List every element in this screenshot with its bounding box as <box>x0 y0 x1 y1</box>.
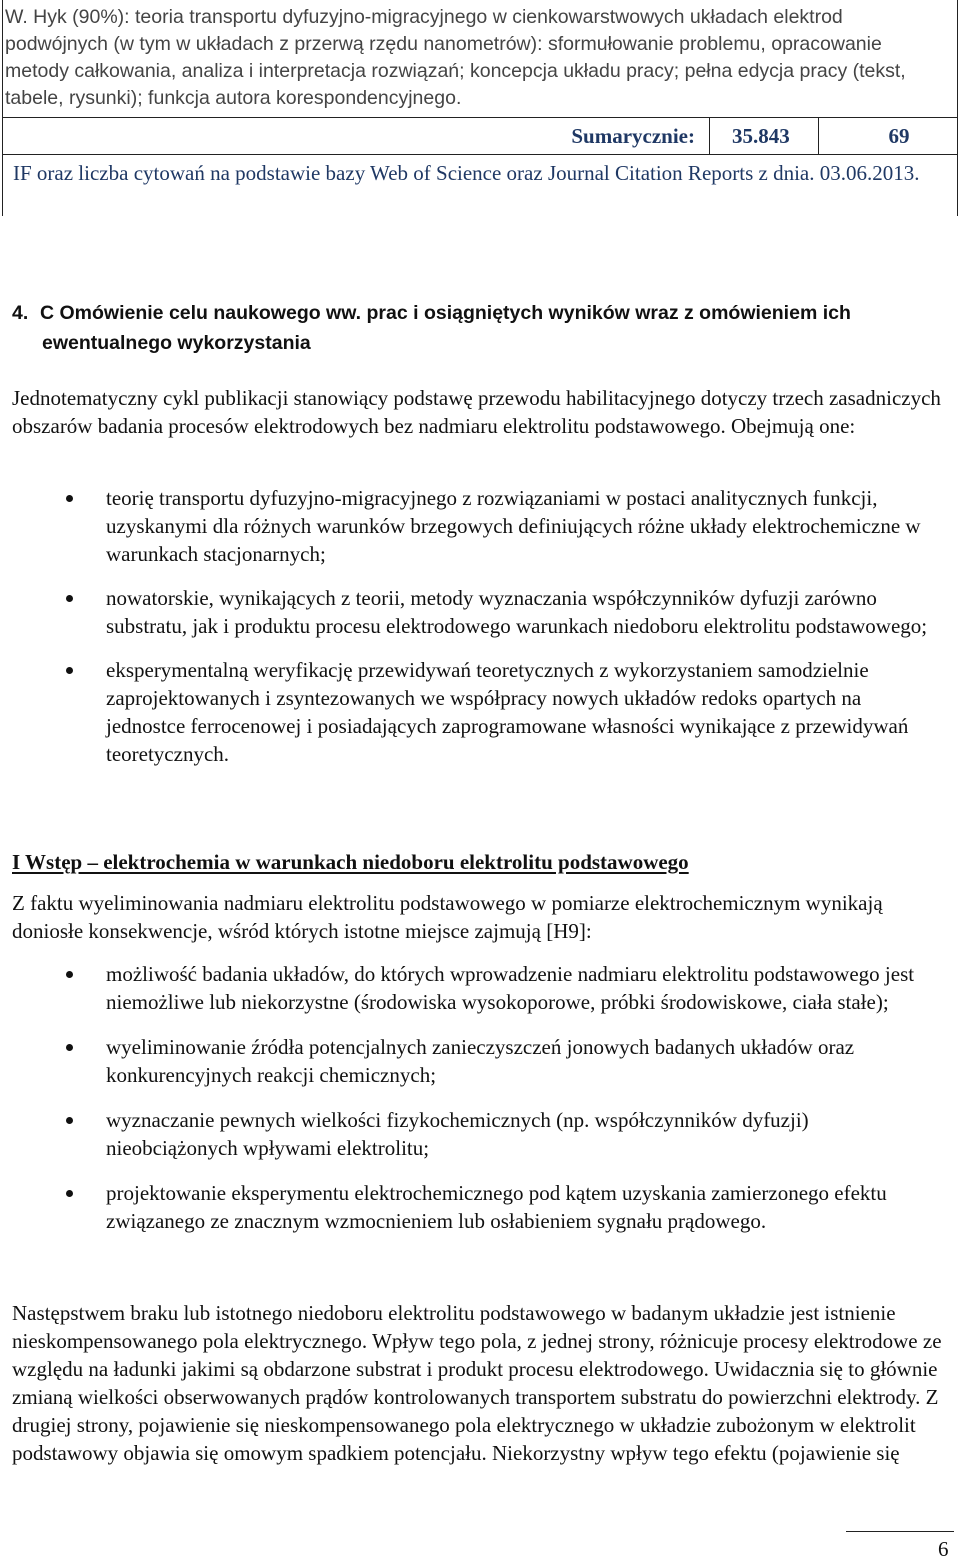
list-item-text: wyeliminowanie źródła potencjalnych zanieczyszczeń jonowych badanych układów oraz konkurencyjnych reakcji chemicznych; <box>106 1035 855 1087</box>
summary-row <box>3 118 957 155</box>
summary-citations: 69 <box>888 124 910 148</box>
section-4-intro: Jednotematyczny cykl publikacji stanowiący podstawę przewodu habilitacyjnego dotyczy trzech zasadniczych obszarów badania procesów elektrodowych bez nadmiaru elektrolitu podstawowego. Obejmują one: <box>12 386 941 438</box>
summary-label: Sumarycznie: <box>571 124 695 148</box>
contribution-table <box>2 0 958 216</box>
page-number: 6 <box>938 1537 949 1561</box>
bullet-icon <box>66 595 73 602</box>
list-item <box>12 1033 942 1089</box>
summary-impact-factor: 35.843 <box>709 118 819 154</box>
list-item <box>12 656 942 768</box>
list-item <box>12 584 942 640</box>
section-4-heading <box>12 298 942 358</box>
section-I-bullet-list <box>12 960 942 1235</box>
bullet-icon <box>66 971 73 978</box>
bullet-icon <box>66 1044 73 1051</box>
list-item-text: eksperymentalną weryfikację przewidywań teoretycznych z wykorzystaniem samodzielnie zaprojektowanych i zsyntezowanych we współpracy nowych układów redoks opartych na jednostce ferrocenowej i posiadających zaprogramowane własności wynikające z przewidywań teoretycznych. <box>106 658 909 766</box>
list-item <box>12 484 942 568</box>
impact-factor-note: IF oraz liczba cytowań na podstawie bazy Web of Science oraz Journal Citation Reports z dnia. 03.06.2013. <box>13 161 920 185</box>
list-item-text: wyznaczanie pewnych wielkości fizykochemicznych (np. współczynników dyfuzji) nieobciążonych wpływami elektrolitu; <box>106 1108 809 1160</box>
contribution-description: W. Hyk (90%): teoria transportu dyfuzyjno-migracyjnego w cienkowarstwowych układach elektrod podwójnych (w tym w układach z przerwą rzędu nanometrów): sformułowanie problemu, opracowanie metody całkowania, analiza i interpretacja rozwiązań; koncepcja układu pracy; pełna edycja pracy (tekst, tabele, rysunki); funkcja autora korespondencyjnego. <box>3 0 957 118</box>
section-4-number: 4. <box>12 302 29 324</box>
section-4-title: C Omówienie celu naukowego ww. prac i osiągniętych wyników wraz z omówieniem ich <box>40 302 851 324</box>
section-I-intro: Z faktu wyeliminowania nadmiaru elektrolitu podstawowego w pomiarze elektrochemicznym wynikają doniosłe konsekwencje, wśród których istotne miejsce zajmują [H9]: <box>12 891 883 943</box>
list-item <box>12 1179 942 1235</box>
section-I-heading: I Wstęp – elektrochemia w warunkach niedoboru elektrolitu podstawowego <box>12 850 689 874</box>
bullet-icon <box>66 1117 73 1124</box>
section-4-title-continued: ewentualnego wykorzystania <box>42 332 311 354</box>
list-item <box>12 1106 942 1162</box>
footer-rule <box>846 1531 954 1532</box>
bullet-icon <box>66 1190 73 1197</box>
bullet-icon <box>66 495 73 502</box>
section-4-bullet-list <box>12 484 942 768</box>
list-item-text: teorię transportu dyfuzyjno-migracyjnego z rozwiązaniami w postaci analitycznych funkcji, uzyskanymi dla różnych warunków brzegowych definiujących różne układy elektrochemiczne w warunkach stacjonarnych; <box>106 486 921 566</box>
list-item-text: nowatorskie, wynikających z teorii, metody wyznaczania współczynników dyfuzji zarówno substratu, jak i produktu procesu elektrodowego warunkach niedoboru elektrolitu podstawowego; <box>106 586 928 638</box>
bullet-icon <box>66 667 73 674</box>
section-I-closing-paragraph: Następstwem braku lub istotnego niedoboru elektrolitu podstawowego w badanym układzie jest istnienie nieskompensowanego pola elektrycznego. Wpływ tego pola, z jednej strony, różnicuje procesy elektrodowe ze względu na ładunki jakimi są obdarzone substrat i produkt procesu elektrodowego. Uwidacznia się to głównie zmianą wielkości obserwowanych prądów kontrolowanych transportem substratu do powierzchni elektrody. Z drugiej strony, pojawienie się nieskompensowanego pola elektrycznego w układzie zubożonym w elektrolit podstawowy objawia się omowym spadkiem potencjału. Niekorzystny wpływ tego efektu (pojawienie się <box>12 1301 942 1465</box>
list-item-text: projektowanie eksperymentu elektrochemicznego pod kątem uzyskania zamierzonego efektu związanego ze znacznym wzmocnieniem lub osłabieniem sygnału prądowego. <box>106 1181 887 1233</box>
list-item-text: możliwość badania układów, do których wprowadzenie nadmiaru elektrolitu podstawowego jest niemożliwe lub niekorzystne (środowiska wysokoporowe, próbki środowiskowe, ciała stałe); <box>106 962 915 1014</box>
list-item <box>12 960 942 1016</box>
